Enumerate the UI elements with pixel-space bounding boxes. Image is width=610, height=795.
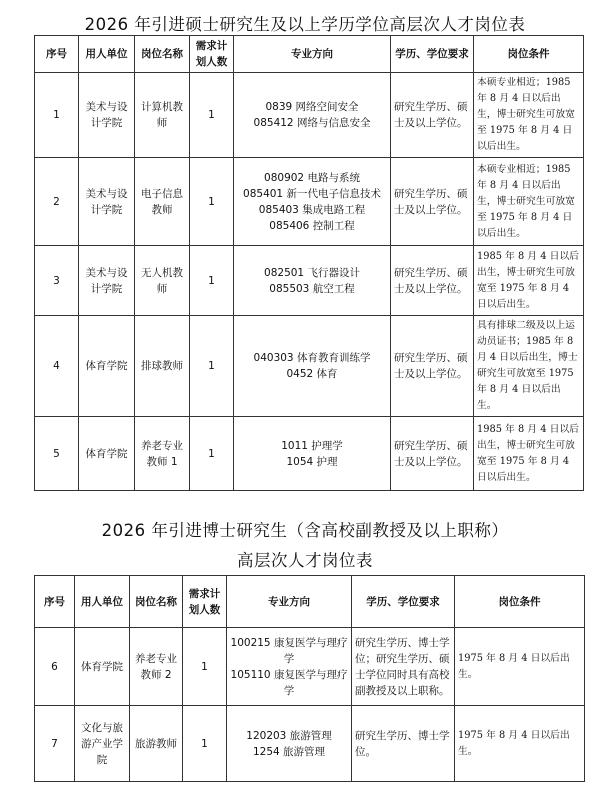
header-major: 专业方向: [227, 576, 352, 628]
cell-post: 养老专业教师 2: [130, 628, 183, 706]
cell-major: [234, 316, 391, 417]
cell-plan: 1: [183, 706, 227, 782]
cell-edu: 研究生学历、硕士及以上学位。: [391, 246, 474, 316]
cell-edu: 研究生学历、硕士及以上学位。: [391, 158, 474, 246]
table-row: [35, 73, 584, 158]
major-item: 082501 飞行器设计: [264, 266, 360, 279]
major-item: 1054 护理: [286, 455, 338, 468]
major-item: 085412 网络与信息安全: [253, 117, 371, 129]
header-cond: 岗位条件: [474, 36, 584, 73]
cell-edu: 研究生学历、硕士及以上学位。: [391, 73, 474, 158]
header-unit: 用人单位: [79, 36, 135, 73]
cell-post: 电子信息教师: [135, 158, 190, 246]
major-item: 085503 航空工程: [269, 282, 355, 295]
cell-plan: 1: [190, 158, 234, 246]
major-item: 080902 电路与系统: [264, 171, 360, 184]
table-header-row: [35, 36, 584, 73]
cell-major: [234, 417, 391, 491]
header-edu: 学历、学位要求: [352, 576, 455, 628]
major-item: 105110 康复医学与理疗学: [230, 668, 348, 697]
cell-major: [234, 73, 391, 158]
header-seq: 序号: [35, 36, 79, 73]
cell-post: 排球教师: [135, 316, 190, 417]
cell-major: [234, 246, 391, 316]
cell-cond: 1985 年 8 月 4 日以后出生，博士研究生可放宽至 1975 年 8 月 4 日以后出生。: [474, 246, 584, 316]
header-post: 岗位名称: [135, 36, 190, 73]
table2-title-line1: 2026 年引进博士研究生（含高校副教授及以上职称）: [101, 521, 509, 540]
major-item: 040303 体育教育训练学: [253, 352, 371, 364]
major-item: 0452 体育: [286, 368, 338, 380]
cell-edu: 研究生学历、博士学位。: [352, 706, 455, 782]
cell-major: [227, 628, 352, 706]
table-header-row: [35, 576, 585, 628]
major-item: 120203 旅游管理: [246, 729, 332, 742]
cell-unit: 体育学院: [75, 628, 130, 706]
cell-seq: 7: [35, 706, 75, 782]
cell-major: [234, 158, 391, 246]
cell-edu: 研究生学历、硕士及以上学位。: [391, 316, 474, 417]
major-item: 1254 旅游管理: [252, 745, 326, 758]
cell-edu: 研究生学历、博士学位；研究生学历、硕士学位同时具有高校副教授及以上职称。: [352, 628, 455, 706]
cell-seq: 2: [35, 158, 79, 246]
major-item: 085403 集成电路工程: [258, 203, 366, 216]
header-plan: 需求计划人数: [190, 36, 234, 73]
major-item: 100215 康复医学与理疗学: [230, 636, 348, 665]
cell-unit: 体育学院: [79, 316, 135, 417]
header-post: 岗位名称: [130, 576, 183, 628]
major-item: 085401 新一代电子信息技术: [243, 187, 381, 200]
table-row: [35, 706, 585, 782]
cell-cond: 1975 年 8 月 4 日以后出生。: [455, 706, 585, 782]
cell-plan: 1: [190, 73, 234, 158]
table2-title-line2: 高层次人才岗位表: [237, 551, 373, 570]
cell-unit: 美术与设计学院: [79, 73, 135, 158]
cell-cond: 1985 年 8 月 4 日以后出生，博士研究生可放宽至 1975 年 8 月 4 日以后出生。: [474, 417, 584, 491]
cell-edu: 研究生学历、硕士及以上学位。: [391, 417, 474, 491]
header-edu: 学历、学位要求: [391, 36, 474, 73]
cell-post: 无人机教师: [135, 246, 190, 316]
cell-seq: 6: [35, 628, 75, 706]
major-item: 085406 控制工程: [269, 219, 355, 232]
header-cond: 岗位条件: [455, 576, 585, 628]
header-unit: 用人单位: [75, 576, 130, 628]
major-item: 0839 网络空间安全: [265, 101, 359, 113]
cell-plan: 1: [183, 628, 227, 706]
cell-seq: 4: [35, 316, 79, 417]
table1-title: 2026 年引进硕士研究生及以上学历学位高层次人才岗位表: [84, 15, 526, 34]
cell-post: 旅游教师: [130, 706, 183, 782]
cell-cond: 1975 年 8 月 4 日以后出生。: [455, 628, 585, 706]
cell-seq: 1: [35, 73, 79, 158]
header-plan: 需求计划人数: [183, 576, 227, 628]
cell-cond: 本硕专业相近；1985 年 8 月 4 日以后出生，博士研究生可放宽至 1975 年 8 月 4 日以后出生。: [474, 158, 584, 246]
cell-unit: 美术与设计学院: [79, 158, 135, 246]
table-row: [35, 417, 584, 491]
cell-cond: 具有排球二级及以上运动员证书；1985 年 8 月 4 日以后出生，博士研究生可放宽至 1975 年 8 月 4 日以后出生。: [474, 316, 584, 417]
cell-post: 养老专业教师 1: [135, 417, 190, 491]
cell-seq: 3: [35, 246, 79, 316]
table-row: [35, 628, 585, 706]
cell-plan: 1: [190, 316, 234, 417]
major-item: 1011 护理学: [281, 439, 343, 452]
header-seq: 序号: [35, 576, 75, 628]
table-row: [35, 246, 584, 316]
cell-post: 计算机教师: [135, 73, 190, 158]
cell-plan: 1: [190, 417, 234, 491]
header-major: 专业方向: [234, 36, 391, 73]
table-row: [35, 316, 584, 417]
table-master-positions: [34, 35, 584, 491]
table-doctor-positions: [34, 575, 585, 782]
cell-unit: 文化与旅游产业学院: [75, 706, 130, 782]
cell-plan: 1: [190, 246, 234, 316]
cell-cond: 本硕专业相近；1985 年 8 月 4 日以后出生，博士研究生可放宽至 1975 年 8 月 4 日以后出生。: [474, 73, 584, 158]
table-row: [35, 158, 584, 246]
cell-unit: 体育学院: [79, 417, 135, 491]
cell-major: [227, 706, 352, 782]
cell-seq: 5: [35, 417, 79, 491]
cell-unit: 美术与设计学院: [79, 246, 135, 316]
